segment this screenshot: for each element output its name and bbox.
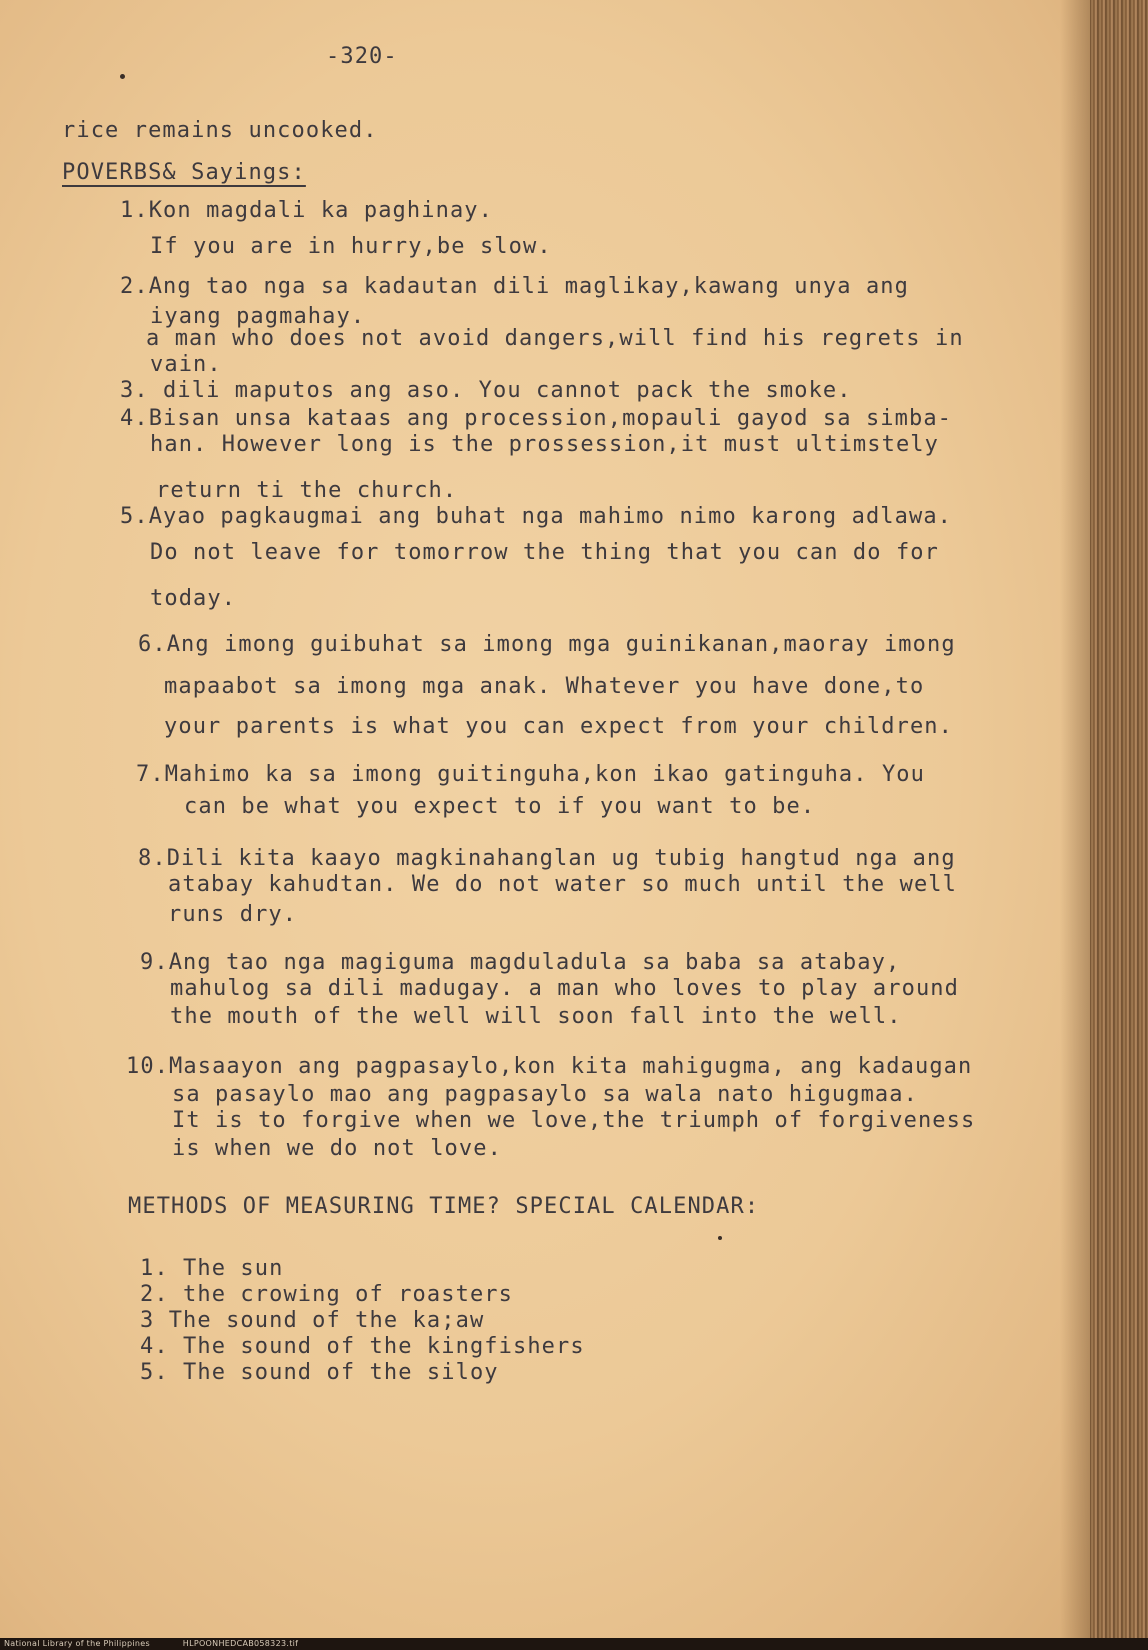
proverb-9-line-2: mahulog sa dili madugay. a man who loves to play around: [170, 976, 959, 1001]
proverb-8-line-3: runs dry.: [168, 902, 298, 927]
proverb-4-line-2: han. However long is the prossession,it must ultimstely: [150, 432, 939, 457]
proverb-7-line-2: can be what you expect to if you want to be.: [184, 794, 816, 819]
proverb-1-line-2: If you are in hurry,be slow.: [150, 234, 552, 259]
proverb-5-line-3: today.: [150, 586, 237, 611]
proverb-10-line-4: is when we do not love.: [172, 1136, 502, 1161]
proverb-5-line-2: Do not leave for tomorrow the thing that you can do for: [150, 540, 939, 565]
method-item-5: 5. The sound of the siloy: [140, 1360, 499, 1385]
proverb-10-line-3: It is to forgive when we love,the triumph of forgiveness: [172, 1108, 976, 1133]
proverb-3-line-1: 3. dili maputos ang aso. You cannot pack the smoke.: [120, 378, 852, 403]
proverb-8-line-1: 8.Dili kita kaayo magkinahanglan ug tubig hangtud nga ang: [138, 846, 956, 871]
proverb-10-line-1: 10.Masaayon ang pagpasaylo,kon kita mahigugma, ang kadaugan: [126, 1054, 973, 1079]
proverb-6-line-1: 6.Ang imong guibuhat sa imong mga guinikanan,maoray imong: [138, 632, 956, 657]
footer-library: National Library of the Philippines: [4, 1639, 150, 1648]
method-item-1: 1. The sun: [140, 1256, 284, 1281]
proverb-6-line-2: mapaabot sa imong mga anak. Whatever you have done,to: [164, 674, 925, 699]
proverb-8-line-2: atabay kahudtan. We do not water so much until the well: [168, 872, 957, 897]
ink-speck: [718, 1236, 722, 1240]
proverb-9-line-3: the mouth of the well will soon fall into the well.: [170, 1004, 902, 1029]
method-item-2: 2. the crowing of roasters: [140, 1282, 513, 1307]
proverb-4-line-1: 4.Bisan unsa kataas ang procession,mopauli gayod sa simba-: [120, 406, 953, 431]
proverb-7-line-1: 7.Mahimo ka sa imong guitinguha,kon ikao gatinguha. You: [136, 762, 925, 787]
proverb-2-line-3: a man who does not avoid dangers,will find his regrets in: [146, 326, 964, 351]
page-number: -320-: [326, 44, 398, 69]
intro-line: rice remains uncooked.: [62, 118, 378, 143]
proverb-9-line-1: 9.Ang tao nga magiguma magduladula sa baba sa atabay,: [140, 950, 901, 975]
spine-shadow: [1060, 0, 1090, 1650]
proverbs-heading: POVERBS& Sayings:: [62, 160, 306, 185]
proverb-2-line-1: 2.Ang tao nga sa kadautan dili maglikay,kawang unya ang: [120, 274, 909, 299]
methods-heading: METHODS OF MEASURING TIME? SPECIAL CALENDAR:: [128, 1194, 760, 1219]
proverb-2-line-2: iyang pagmahay.: [150, 304, 366, 329]
proverb-6-line-3: your parents is what you can expect from your children.: [164, 714, 953, 739]
scan-footer: [0, 1638, 1148, 1650]
book-page-edges: [1090, 0, 1148, 1650]
footer-file: HLPOONHEDCAB058323.tif: [182, 1639, 299, 1648]
method-item-4: 4. The sound of the kingfishers: [140, 1334, 585, 1359]
proverb-5-line-1: 5.Ayao pagkaugmai ang buhat nga mahimo nimo karong adlawa.: [120, 504, 953, 529]
proverb-10-line-2: sa pasaylo mao ang pagpasaylo sa wala nato higugmaa.: [172, 1082, 918, 1107]
proverb-4-line-3: return ti the church.: [156, 478, 458, 503]
method-item-3: 3 The sound of the ka;aw: [140, 1308, 485, 1333]
proverb-2-line-4: vain.: [150, 352, 222, 377]
ink-speck: [120, 74, 125, 79]
proverb-1-line-1: 1.Kon magdali ka paghinay.: [120, 198, 493, 223]
